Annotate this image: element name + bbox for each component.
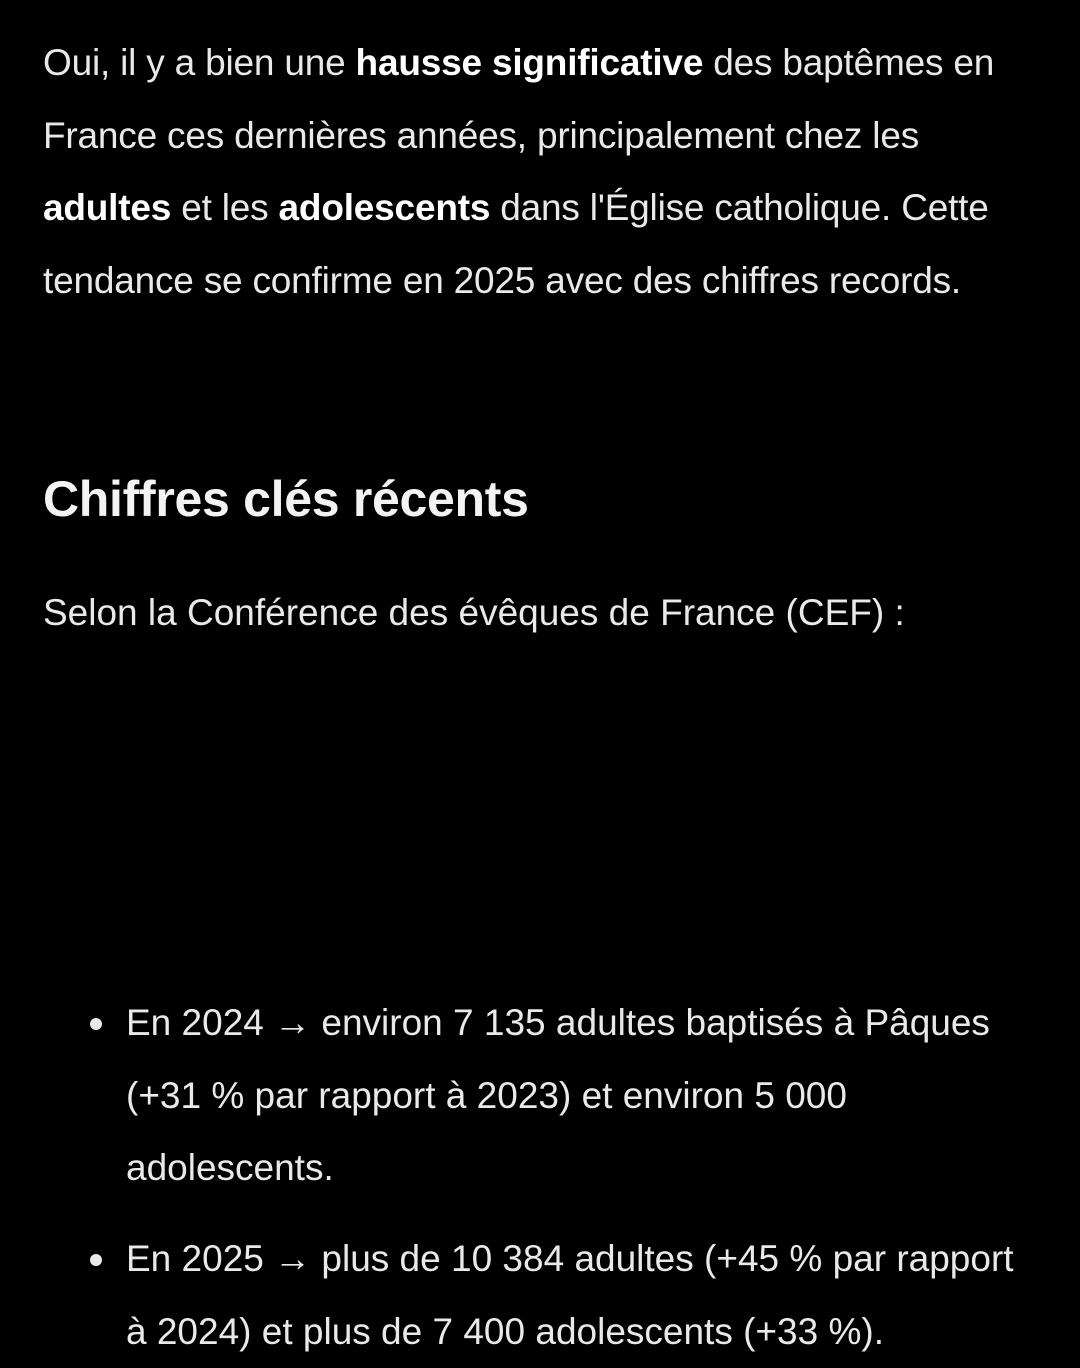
- bold-text: adultes: [43, 187, 172, 228]
- bullet-dot: [90, 1018, 102, 1030]
- response-body: [0, 0, 1080, 317]
- text-segment: dans l'Église catholique. Cette tendance se confirme en 2025 avec des chiffres records.: [43, 187, 989, 301]
- bold-text: hausse significative: [355, 42, 704, 83]
- text-segment: des baptêmes en France ces dernières années, principalement chez les: [43, 42, 995, 156]
- list-item: [43, 1223, 1033, 1368]
- section-intro: Selon la Conférence des évêques de France (CEF) :: [43, 592, 905, 633]
- list-item-text: En 2024 → environ 7 135 adultes baptisés à Pâques (+31 % par rapport à 2023) et environ 5 000 adolescents.: [126, 1002, 990, 1188]
- list-item-text: En 2025 → plus de 10 384 adultes (+45 % par rapport à 2024) et plus de 7 400 adolescents (+33 %).: [126, 1238, 1014, 1352]
- bullet-dot: [90, 1254, 102, 1266]
- section-heading: Chiffres clés récents: [43, 471, 529, 527]
- list-item: [43, 987, 1033, 1205]
- text-segment: Oui, il y a bien une: [43, 42, 356, 83]
- intro-paragraph: [43, 27, 1040, 317]
- bold-text: adolescents: [278, 187, 491, 228]
- text-segment: et les: [171, 187, 279, 228]
